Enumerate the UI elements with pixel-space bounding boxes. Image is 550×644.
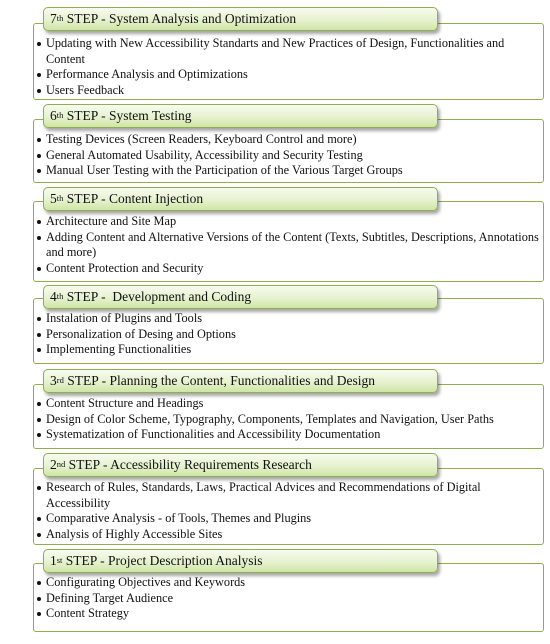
step-items-list	[36, 480, 540, 542]
step-header	[43, 369, 438, 393]
step-ordinal-suffix: th	[56, 13, 64, 23]
step-3	[33, 369, 544, 449]
list-item: Analysis of Highly Accessible Sites	[36, 527, 540, 543]
step-items-list	[36, 132, 540, 179]
list-item: Instalation of Plugins and Tools	[36, 311, 540, 327]
step-7	[33, 7, 544, 100]
step-title: STEP - Accessibility Requirements Research	[65, 457, 312, 472]
step-number: 3	[50, 373, 57, 388]
list-item: Architecture and Site Map	[36, 214, 540, 230]
list-item: Testing Devices (Screen Readers, Keyboard Control and more)	[36, 132, 540, 148]
step-header	[43, 7, 438, 31]
list-item: Research of Rules, Standards, Laws, Practical Advices and Recommendations of Digital Accessibility	[36, 480, 540, 511]
step-ordinal-suffix: nd	[56, 459, 66, 469]
step-ordinal-suffix: th	[56, 193, 64, 203]
step-ordinal-suffix: th	[56, 110, 64, 120]
step-number: 7	[50, 11, 57, 26]
list-item: Systematization of Functionalities and Accessibility Documentation	[36, 427, 540, 443]
list-item: General Automated Usability, Accessibility and Security Testing	[36, 148, 540, 164]
list-item: Personalization of Desing and Options	[36, 327, 540, 343]
step-title: STEP - Planning the Content, Functionalities and Design	[63, 373, 375, 388]
step-number: 6	[50, 108, 57, 123]
step-header	[43, 285, 438, 309]
step-1	[33, 549, 544, 632]
step-5	[33, 187, 544, 282]
step-items-list	[36, 214, 540, 276]
list-item: Configurating Objectives and Keywords	[36, 575, 540, 591]
step-title: STEP - System Analysis and Optimization	[63, 11, 297, 26]
step-number: 2	[50, 457, 57, 472]
step-title: STEP - Content Injection	[63, 191, 204, 206]
list-item: Manual User Testing with the Participation of the Various Target Groups	[36, 163, 540, 179]
list-item: Content Protection and Security	[36, 261, 540, 277]
step-title: STEP - Project Description Analysis	[62, 553, 263, 568]
list-item: Performance Analysis and Optimizations	[36, 67, 540, 83]
list-item: Comparative Analysis - of Tools, Themes and Plugins	[36, 511, 540, 527]
step-items-list	[36, 311, 540, 358]
step-items-list	[36, 36, 540, 98]
step-header	[43, 104, 438, 128]
step-header	[43, 453, 438, 477]
step-title: STEP - Development and Coding	[63, 289, 252, 304]
step-6	[33, 104, 544, 183]
step-items-list	[36, 575, 540, 622]
step-ordinal-suffix: st	[56, 555, 63, 565]
list-item: Implementing Functionalities	[36, 342, 540, 358]
step-ordinal-suffix: th	[56, 291, 64, 301]
step-header	[43, 549, 438, 573]
step-title: STEP - System Testing	[63, 108, 192, 123]
step-number: 5	[50, 191, 57, 206]
list-item: Updating with New Accessibility Standarts and New Practices of Design, Functionalities and Content	[36, 36, 540, 67]
step-items-list	[36, 396, 540, 443]
list-item: Content Structure and Headings	[36, 396, 540, 412]
step-2	[33, 453, 544, 545]
step-number: 1	[50, 553, 57, 568]
list-item: Design of Color Scheme, Typography, Components, Templates and Navigation, User Paths	[36, 412, 540, 428]
step-4	[33, 285, 544, 364]
step-header	[43, 187, 438, 211]
step-ordinal-suffix: rd	[56, 375, 64, 385]
list-item: Adding Content and Alternative Versions of the Content (Texts, Subtitles, Descriptions, Annotations and more)	[36, 230, 540, 261]
step-number: 4	[50, 289, 57, 304]
list-item: Content Strategy	[36, 606, 540, 622]
list-item: Users Feedback	[36, 83, 540, 99]
list-item: Defining Target Audience	[36, 591, 540, 607]
